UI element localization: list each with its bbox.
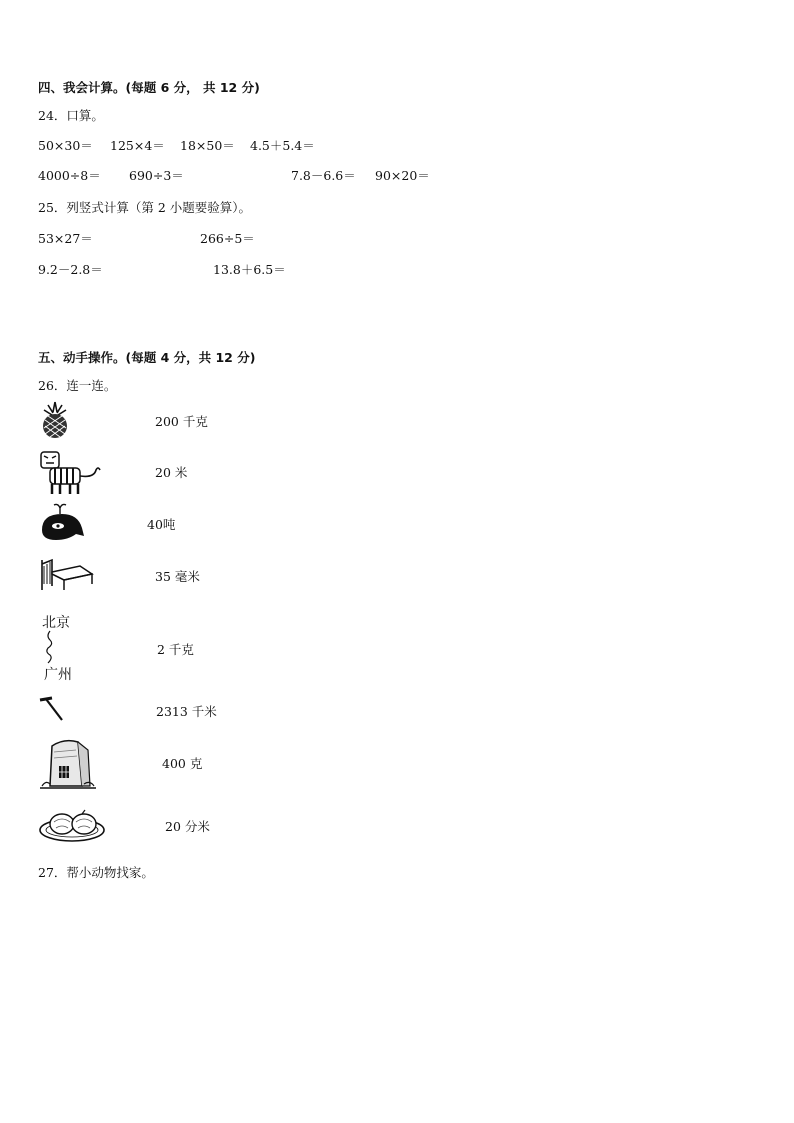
q27-label: 27．帮小动物找家。 [38,865,154,880]
q25-expr-1: 53×27＝ [38,231,93,246]
pineapple-icon [38,400,72,440]
q25-expr-2: 266÷5＝ [200,231,255,246]
q26-value-5: 2 千克 [157,642,194,657]
q26-value-7: 400 克 [162,756,203,771]
q24-expr-8: 90×20＝ [375,168,430,183]
map-label-guangzhou: 广州 [44,667,72,683]
whale-icon [38,502,86,544]
building-icon [38,736,98,790]
bed-icon [38,550,94,592]
section-5-heading: 五、动手操作。(每题 4 分，共 12 分) [38,350,256,365]
nail-icon [38,696,68,724]
q24-expr-7: 7.8－6.6＝ [291,168,356,183]
q25-expr-4: 13.8＋6.5＝ [213,262,286,277]
tiger-icon [38,448,102,496]
q24-expr-5: 4000÷8＝ [38,168,101,183]
section-4-heading: 四、我会计算。(每题 6 分， 共 12 分) [38,80,260,95]
q26-value-1: 200 千克 [155,414,208,429]
q24-expr-3: 18×50＝ [180,138,235,153]
q26-value-4: 35 毫米 [155,569,200,584]
q26-label: 26．连一连。 [38,378,117,393]
q24-expr-4: 4.5＋5.4＝ [250,138,315,153]
q26-value-8: 20 分米 [165,819,210,834]
q26-value-3: 40吨 [147,517,176,532]
q24-expr-6: 690÷3＝ [129,168,184,183]
q24-expr-1: 50×30＝ [38,138,93,153]
map-label-beijing: 北京 [42,615,70,631]
q24-expr-2: 125×4＝ [110,138,165,153]
q25-expr-3: 9.2－2.8＝ [38,262,103,277]
map-route-icon [42,630,62,664]
q24-label: 24．口算。 [38,108,104,123]
fruit-plate-icon [38,804,106,844]
q26-value-6: 2313 千米 [156,704,217,719]
q25-label: 25．列竖式计算（第 2 小题要验算）。 [38,200,252,215]
q26-value-2: 20 米 [155,465,188,480]
